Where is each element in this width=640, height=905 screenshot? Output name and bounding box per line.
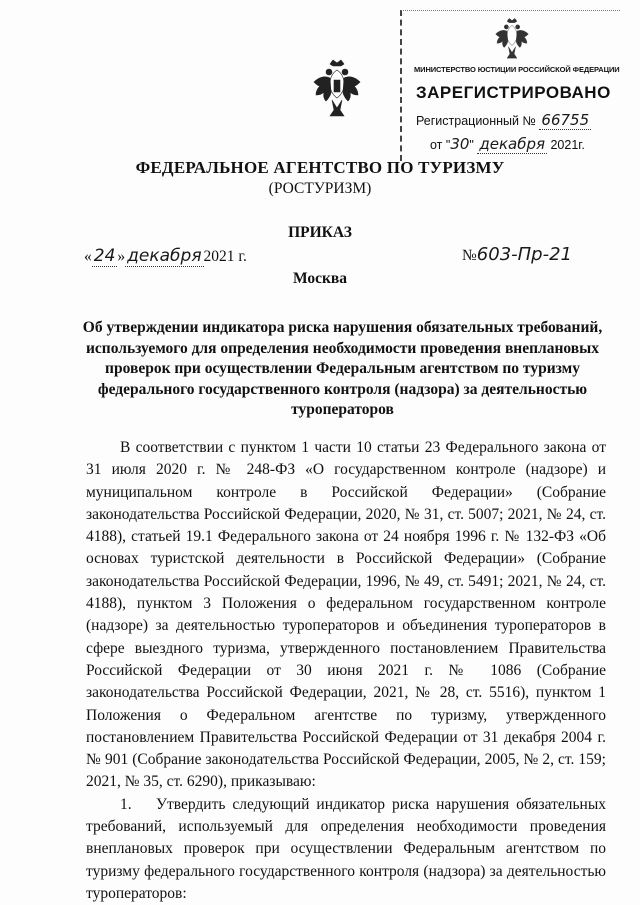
document-type: ПРИКАЗ bbox=[288, 224, 352, 241]
order-date-year: 2021 г. bbox=[203, 248, 247, 265]
stamp-reg-number: 66755 bbox=[541, 111, 590, 129]
document-body bbox=[86, 437, 606, 905]
stamp-date-month: декабря bbox=[479, 135, 545, 153]
city: Москва bbox=[292, 270, 348, 287]
stamp-ministry: МИНИСТЕРСТВО ЮСТИЦИИ РОССИЙСКОЙ ФЕДЕРАЦИИ bbox=[414, 65, 620, 74]
item-1-text: Утвердить следующий индикатор риска нарушения обязательных требований, используемый для определения необходимости проведения внеплановых проверок при осуществлении Федеральным агентством по туризму федерального государственного контроля (надзора) за деятельностью туроператоров: bbox=[86, 795, 606, 902]
order-date-day: 24 bbox=[93, 246, 116, 266]
order-date-close: » bbox=[117, 248, 126, 265]
stamp-date-day: 30 bbox=[450, 135, 470, 153]
order-number bbox=[462, 244, 572, 265]
document-title: Об утверждении индикатора риска нарушения обязательных требований, используемого для определения необходимости проведения внеплановых проверок при осуществлении Федеральным агентством по туризму федерального государственного контроля (надзора) за деятельностью туроператоров bbox=[82, 319, 603, 418]
coat-of-arms-emblem bbox=[312, 58, 362, 120]
agency-abbreviation: (РОСТУРИЗМ) bbox=[268, 180, 372, 197]
stamp-date-line: от "30" декабря 2021г. bbox=[430, 135, 585, 153]
stamp-date-prefix: от bbox=[430, 138, 443, 152]
order-number-prefix: № bbox=[462, 247, 477, 264]
preamble-paragraph: В соответствии с пунктом 1 части 10 статьи 23 Федерального закона от 31 июля 2020 г. № 248-ФЗ «О государственном контроле (надзоре) и муниципальном контроле в Российской Федерации» (Собрание законодательства Российской Федерации, 2020, № 31, ст. 5007; 2021, № 24, ст. 4188), статьей 19.1 Федерального закона от 24 ноября 1996 г. № 132-ФЗ «Об основах туристской деятельности в Российской Федерации» (Собрание законодательства Российской Федерации, 1996, № 49, ст. 5491; 2021, № 24, ст. 4188), пунктом 3 Положения о федеральном государственном контроле (надзоре) за деятельностью туроператоров и объединения туроператоров в сфере выездного туризма, утвержденного постановлением Правительства Российской Федерации от 30 июня 2021 г. № 1086 (Собрание законодательства Российской Федерации, 2021, № 28, ст. 5516), пунктом 1 Положения о Федеральном агентстве по туризму, утвержденного постановлением Правительства Российской Федерации от 31 декабря 2004 г. № 901 (Собрание законодательства Российской Федерации, 2005, № 2, ст. 159; 2021, № 35, ст. 6290), приказываю: bbox=[86, 439, 606, 791]
order-number-value: 603-Пр-21 bbox=[476, 244, 573, 265]
stamp-reg-label: Регистрационный № bbox=[416, 114, 536, 128]
stamp-emblem-icon bbox=[494, 17, 530, 61]
registration-stamp bbox=[400, 10, 620, 161]
item-1-paragraph bbox=[86, 794, 606, 905]
order-date bbox=[84, 246, 247, 267]
agency-name: ФЕДЕРАЛЬНОЕ АГЕНТСТВО ПО ТУРИЗМУ bbox=[135, 158, 505, 177]
order-date-month: декабря bbox=[127, 246, 202, 266]
stamp-date-suffix: г. bbox=[578, 138, 585, 152]
order-date-open: « bbox=[84, 248, 92, 265]
item-1-number: 1. bbox=[120, 795, 132, 813]
stamp-date-year: 2021 bbox=[550, 138, 579, 152]
stamp-registered: ЗАРЕГИСТРИРОВАНО bbox=[416, 83, 611, 102]
stamp-reg-line bbox=[416, 111, 620, 130]
